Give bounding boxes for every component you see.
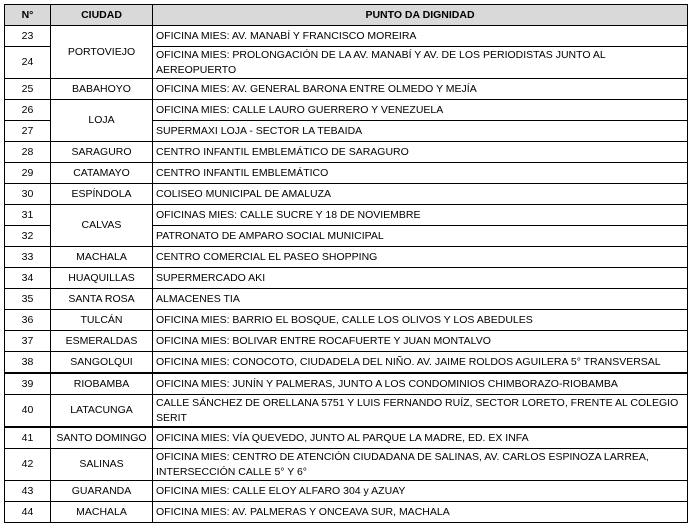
row-point: PATRONATO DE AMPARO SOCIAL MUNICIPAL — [153, 226, 688, 247]
table-row — [5, 395, 688, 428]
table-row — [5, 352, 688, 374]
table-row — [5, 502, 688, 523]
row-point: SUPERMAXI LOJA - SECTOR LA TEBAIDA — [153, 121, 688, 142]
row-point: OFICINA MIES: BARRIO EL BOSQUE, CALLE LOS OLIVOS Y LOS ABEDULES — [153, 310, 688, 331]
row-point: OFICINA MIES: CALLE ELOY ALFARO 304 y AZUAY — [153, 481, 688, 502]
table-row — [5, 310, 688, 331]
row-num: 40 — [5, 395, 51, 428]
header-point: PUNTO DA DIGNIDAD — [153, 5, 688, 26]
table-row — [5, 163, 688, 184]
table-row — [5, 449, 688, 481]
header-num: N° — [5, 5, 51, 26]
row-point: OFICINA MIES: PROLONGACIÓN DE LA AV. MANABÍ Y AV. DE LOS PERIODISTAS JUNTO AL AEREOPUERTO — [153, 47, 688, 79]
table-row — [5, 79, 688, 100]
row-city: GUARANDA — [51, 481, 153, 502]
row-point: OFICINA MIES: AV. GENERAL BARONA ENTRE OLMEDO Y MEJÍA — [153, 79, 688, 100]
row-city: PORTOVIEJO — [51, 26, 153, 79]
row-city: LATACUNGA — [51, 395, 153, 428]
row-num: 42 — [5, 449, 51, 481]
row-point: OFICINA MIES: CALLE LAURO GUERRERO Y VENEZUELA — [153, 100, 688, 121]
row-point: SUPERMERCADO AKI — [153, 268, 688, 289]
row-num: 28 — [5, 142, 51, 163]
row-point: OFICINA MIES: CENTRO DE ATENCIÓN CIUDADANA DE SALINAS, AV. CARLOS ESPINOZA LARREA, INTERSECCIÓN CALLE 5° Y 6° — [153, 449, 688, 481]
row-point: CENTRO INFANTIL EMBLEMÁTICO DE SARAGURO — [153, 142, 688, 163]
row-city: LOJA — [51, 100, 153, 142]
row-num: 41 — [5, 427, 51, 449]
row-num: 26 — [5, 100, 51, 121]
row-point: OFICINA MIES: JUNÍN Y PALMERAS, JUNTO A LOS CONDOMINIOS CHIMBORAZO-RIOBAMBA — [153, 373, 688, 395]
row-num: 37 — [5, 331, 51, 352]
row-city: HUAQUILLAS — [51, 268, 153, 289]
table-row — [5, 184, 688, 205]
row-city: SANTO DOMINGO — [51, 427, 153, 449]
row-num: 24 — [5, 47, 51, 79]
row-point: OFICINA MIES: VÍA QUEVEDO, JUNTO AL PARQUE LA MADRE, ED. EX INFA — [153, 427, 688, 449]
table-row — [5, 26, 688, 47]
row-num: 23 — [5, 26, 51, 47]
table-row — [5, 331, 688, 352]
row-point: ALMACENES TIA — [153, 289, 688, 310]
row-point: OFICINA MIES: AV. MANABÍ Y FRANCISCO MOREIRA — [153, 26, 688, 47]
row-city: MACHALA — [51, 502, 153, 523]
row-point: COLISEO MUNICIPAL DE AMALUZA — [153, 184, 688, 205]
table-row — [5, 142, 688, 163]
row-num: 31 — [5, 205, 51, 226]
row-city: MACHALA — [51, 247, 153, 268]
row-city: ESMERALDAS — [51, 331, 153, 352]
header-city: CIUDAD — [51, 5, 153, 26]
row-num: 30 — [5, 184, 51, 205]
row-point: OFICINA MIES: AV. PALMERAS Y ONCEAVA SUR, MACHALA — [153, 502, 688, 523]
row-num: 43 — [5, 481, 51, 502]
row-city: CALVAS — [51, 205, 153, 247]
row-city: SANTA ROSA — [51, 289, 153, 310]
row-num: 33 — [5, 247, 51, 268]
row-city: BABAHOYO — [51, 79, 153, 100]
row-num: 35 — [5, 289, 51, 310]
row-city: SANGOLQUI — [51, 352, 153, 374]
row-num: 39 — [5, 373, 51, 395]
row-num: 32 — [5, 226, 51, 247]
row-num: 38 — [5, 352, 51, 374]
row-point: CALLE SÁNCHEZ DE ORELLANA 5751 Y LUIS FERNANDO RUÍZ, SECTOR LORETO, FRENTE AL COLEGIO SERIT — [153, 395, 688, 428]
header-row — [5, 5, 688, 26]
dignity-points-table — [4, 4, 688, 523]
row-city: TULCÁN — [51, 310, 153, 331]
table-row — [5, 481, 688, 502]
table-row — [5, 205, 688, 226]
row-city: SALINAS — [51, 449, 153, 481]
row-point: OFICINAS MIES: CALLE SUCRE Y 18 DE NOVIEMBRE — [153, 205, 688, 226]
row-num: 44 — [5, 502, 51, 523]
row-num: 36 — [5, 310, 51, 331]
row-num: 27 — [5, 121, 51, 142]
table-row — [5, 427, 688, 449]
row-city: CATAMAYO — [51, 163, 153, 184]
row-point: CENTRO COMERCIAL EL PASEO SHOPPING — [153, 247, 688, 268]
table-row — [5, 268, 688, 289]
row-point: OFICINA MIES: CONOCOTO, CIUDADELA DEL NIÑO. AV. JAIME ROLDOS AGUILERA 5° TRANSVERSAL — [153, 352, 688, 374]
row-num: 29 — [5, 163, 51, 184]
row-num: 34 — [5, 268, 51, 289]
row-point: OFICINA MIES: BOLIVAR ENTRE ROCAFUERTE Y JUAN MONTALVO — [153, 331, 688, 352]
row-num: 25 — [5, 79, 51, 100]
table-row — [5, 100, 688, 121]
row-city: ESPÍNDOLA — [51, 184, 153, 205]
row-city: SARAGURO — [51, 142, 153, 163]
table-row — [5, 373, 688, 395]
table-row — [5, 289, 688, 310]
table-row — [5, 247, 688, 268]
table-wrapper — [4, 4, 688, 523]
row-point: CENTRO INFANTIL EMBLEMÁTICO — [153, 163, 688, 184]
row-city: RIOBAMBA — [51, 373, 153, 395]
